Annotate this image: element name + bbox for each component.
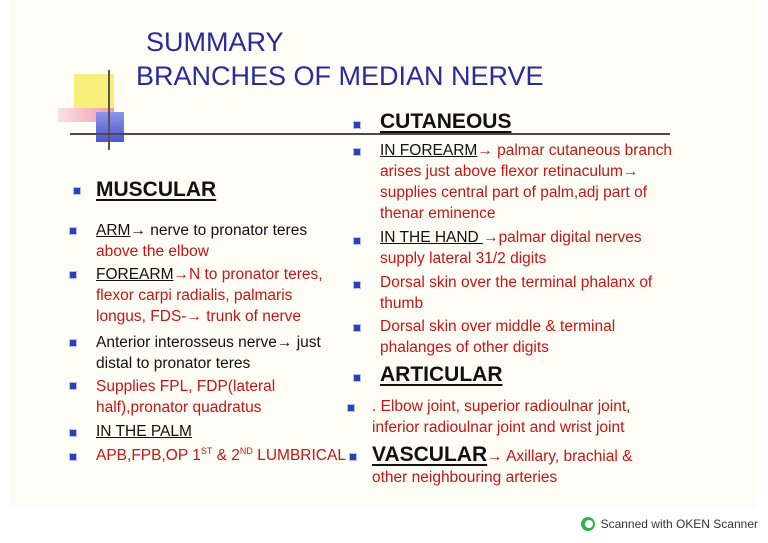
title-divider [70, 133, 670, 135]
muscular-item-arm [96, 220, 307, 262]
thumb-text-2: thumb [380, 295, 424, 312]
muscular-item-lumbrical [96, 445, 346, 466]
in-the-palm-label: IN THE PALM [96, 423, 192, 440]
bullet [354, 282, 360, 288]
anterior-text-2: distal to pronator teres [96, 355, 251, 372]
articular-heading: ARTICULAR [380, 363, 503, 386]
in-forearm-text-3: supplies central part of palm,adj part of [380, 184, 648, 201]
articular-text [372, 396, 630, 438]
forearm-label: FOREARM [96, 266, 174, 283]
arm-text-2: above the elbow [96, 243, 209, 260]
anterior-text: Anterior interosseus nerve→ just [96, 334, 321, 351]
lumbrical-text-c: LUMBRICAL [252, 447, 346, 464]
bullet [70, 383, 76, 389]
sup-nd: ND [239, 446, 253, 456]
muscular-heading: MUSCULAR [96, 178, 217, 201]
vascular-heading: VASCULAR [372, 443, 488, 466]
slide-title-line1: SUMMARY [146, 27, 284, 57]
bullet [74, 188, 80, 194]
muscular-item-supplies [96, 376, 275, 418]
bullet [354, 122, 360, 128]
in-forearm-label: IN FOREARM [380, 142, 478, 159]
in-forearm-text-4: thenar eminence [380, 205, 496, 222]
cutaneous-item-thumb [380, 272, 652, 314]
forearm-text: →N to pronator teres, [173, 266, 323, 283]
supplies-text: Supplies FPL, FDP(lateral [96, 378, 276, 395]
lumbrical-text-a: APB,FPB,OP 1 [96, 447, 201, 464]
forearm-text-2: flexor carpi radialis, palmaris [96, 287, 293, 304]
cutaneous-item-hand [380, 227, 642, 269]
in-the-hand-text: →palmar digital nerves [483, 229, 642, 246]
scanner-logo-icon [581, 517, 595, 531]
scanner-label: Scanned with OKEN Scanner [600, 517, 758, 531]
deco-blue-square [96, 112, 124, 142]
forearm-text-3: longus, FDS-→ trunk of nerve [96, 308, 302, 325]
cutaneous-item-digits [380, 316, 615, 358]
articular-line-1: . Elbow joint, superior radioulnar joint, [372, 398, 631, 415]
bullet [354, 149, 360, 155]
in-the-hand-label: IN THE HAND [380, 229, 484, 246]
in-forearm-text-2: arises just above flexor retinaculum→ [380, 163, 639, 180]
bullet [70, 430, 76, 436]
muscular-item-anterior-interosseus [96, 332, 321, 374]
digits-text-2: phalanges of other digits [380, 339, 549, 356]
bullet [354, 325, 360, 331]
bullet [70, 454, 76, 460]
articular-line-2: inferior radioulnar joint and wrist joint [372, 419, 625, 436]
digits-text: Dorsal skin over middle & terminal [380, 318, 616, 335]
bullet [70, 340, 76, 346]
vascular-text: → Axillary, brachial & [487, 448, 633, 465]
supplies-text-2: half),pronator quadratus [96, 399, 262, 416]
cutaneous-heading: CUTANEOUS [380, 110, 512, 133]
muscular-item-forearm [96, 264, 323, 327]
bullet [70, 272, 76, 278]
bullet [70, 228, 76, 234]
vascular-text-2: other neighbouring arteries [372, 469, 558, 486]
thumb-text: Dorsal skin over the terminal phalanx of [380, 274, 653, 291]
deco-vertical-line [108, 70, 110, 150]
bullet [350, 454, 356, 460]
bullet [354, 238, 360, 244]
bullet [348, 405, 354, 411]
lumbrical-text-b: & 2 [212, 447, 240, 464]
bullet [354, 375, 360, 381]
cutaneous-item-forearm [380, 140, 672, 224]
sup-st: ST [200, 446, 213, 456]
scanner-watermark [581, 517, 758, 531]
in-forearm-text: → palmar cutaneous branch [477, 142, 673, 159]
slide-title-line2: BRANCHES OF MEDIAN NERVE [136, 61, 544, 91]
slide [10, 0, 756, 508]
vascular-block [372, 444, 632, 488]
arm-text: → nerve to pronator teres [130, 222, 308, 239]
arm-label: ARM [96, 222, 131, 239]
in-the-hand-text-2: supply lateral 31/2 digits [380, 250, 547, 267]
muscular-item-in-the-palm [96, 421, 192, 442]
